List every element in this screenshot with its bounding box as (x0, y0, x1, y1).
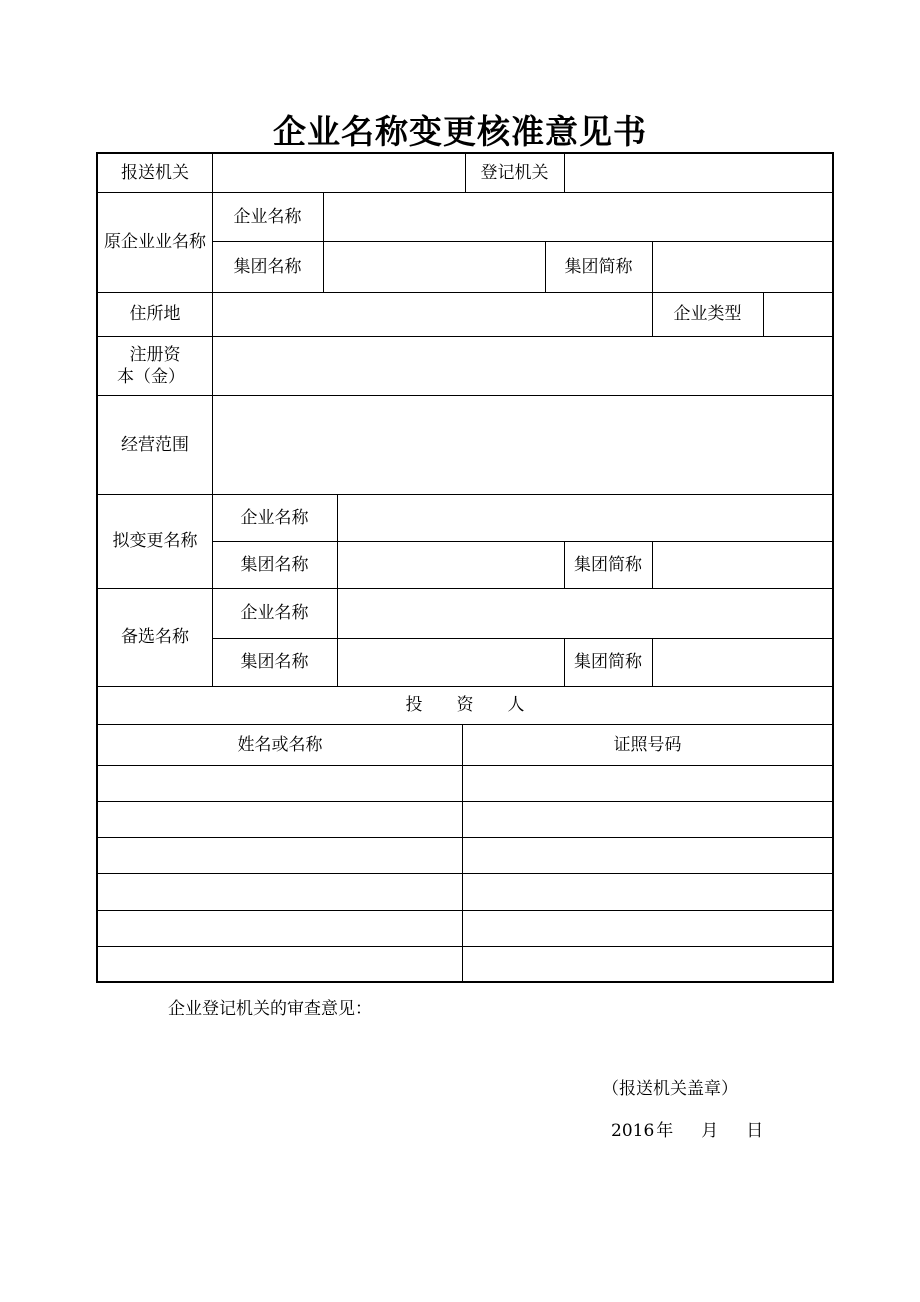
seal-note: （报送机关盖章） (602, 1079, 738, 1099)
document-title: 企业名称变更核准意见书 (273, 112, 647, 151)
enterprise-type-label: 企业类型 (673, 304, 742, 324)
address-label: 住所地 (129, 304, 181, 324)
proposed-group-abbreviation-field[interactable] (653, 541, 832, 588)
proposed-name-label: 拟变更名称 (112, 531, 198, 551)
investor-3-certificate-field[interactable] (463, 838, 832, 873)
registered-capital-label-line1: 注册资 (129, 344, 181, 365)
original-name-label: 原企业业名称 (104, 232, 206, 252)
application-form-table (96, 152, 834, 983)
date-year-char: 年 (656, 1121, 674, 1141)
date-year: 2016 (611, 1121, 655, 1141)
investor-5-certificate-field[interactable] (463, 911, 832, 946)
alternative-name-label: 备选名称 (121, 627, 189, 647)
registration-authority-field[interactable] (565, 154, 832, 192)
investor-6-name-field[interactable] (98, 947, 462, 981)
address-field[interactable] (213, 292, 652, 336)
alternative-group-abbreviation-label: 集团简称 (574, 652, 642, 672)
date-month-char: 月 (701, 1121, 719, 1141)
registered-capital-field[interactable] (213, 336, 832, 395)
investor-2-certificate-field[interactable] (463, 802, 832, 837)
alternative-group-abbreviation-field[interactable] (653, 638, 832, 686)
proposed-group-abbreviation-label: 集团简称 (574, 554, 642, 575)
investor-4-certificate-field[interactable] (463, 874, 832, 910)
business-scope-field[interactable] (213, 395, 832, 494)
original-enterprise-name-field[interactable] (324, 192, 832, 241)
investor-1-name-field[interactable] (98, 766, 462, 801)
original-group-abbreviation-label: 集团简称 (564, 256, 633, 277)
proposed-enterprise-name-field[interactable] (338, 494, 832, 541)
investor-2-name-field[interactable] (98, 802, 462, 837)
business-scope-label: 经营范围 (121, 434, 189, 455)
registration-authority-label: 登记机关 (480, 163, 549, 183)
alternative-enterprise-name-field[interactable] (338, 588, 832, 638)
review-opinion-label: 企业登记机关的审查意见： (168, 999, 372, 1019)
registered-capital-label (98, 336, 212, 395)
investor-name-column-header: 姓名或名称 (237, 734, 323, 755)
reporting-authority-field[interactable] (213, 154, 465, 192)
alternative-group-name-field[interactable] (338, 638, 564, 686)
date-day-char: 日 (746, 1121, 764, 1141)
original-group-abbreviation-field[interactable] (653, 241, 832, 292)
certificate-number-column-header: 证照号码 (613, 734, 682, 755)
reporting-authority-label: 报送机关 (121, 163, 189, 183)
alternative-group-name-label: 集团名称 (240, 652, 309, 672)
original-enterprise-name-label: 企业名称 (233, 206, 302, 227)
original-group-name-field[interactable] (324, 241, 545, 292)
date-line (611, 1120, 763, 1142)
investor-1-certificate-field[interactable] (463, 766, 832, 801)
proposed-group-name-field[interactable] (338, 541, 564, 588)
registered-capital-label-line2: 本（金） (117, 366, 185, 387)
investor-5-name-field[interactable] (98, 911, 462, 946)
alternative-enterprise-name-label: 企业名称 (240, 603, 309, 623)
enterprise-type-field[interactable] (764, 292, 832, 336)
investors-section-header: 投 资 人 (405, 695, 525, 715)
original-group-name-label: 集团名称 (233, 256, 302, 277)
investor-3-name-field[interactable] (98, 838, 462, 873)
investor-6-certificate-field[interactable] (463, 947, 832, 981)
proposed-enterprise-name-label: 企业名称 (240, 507, 309, 528)
investor-4-name-field[interactable] (98, 874, 462, 910)
proposed-group-name-label: 集团名称 (240, 554, 309, 575)
